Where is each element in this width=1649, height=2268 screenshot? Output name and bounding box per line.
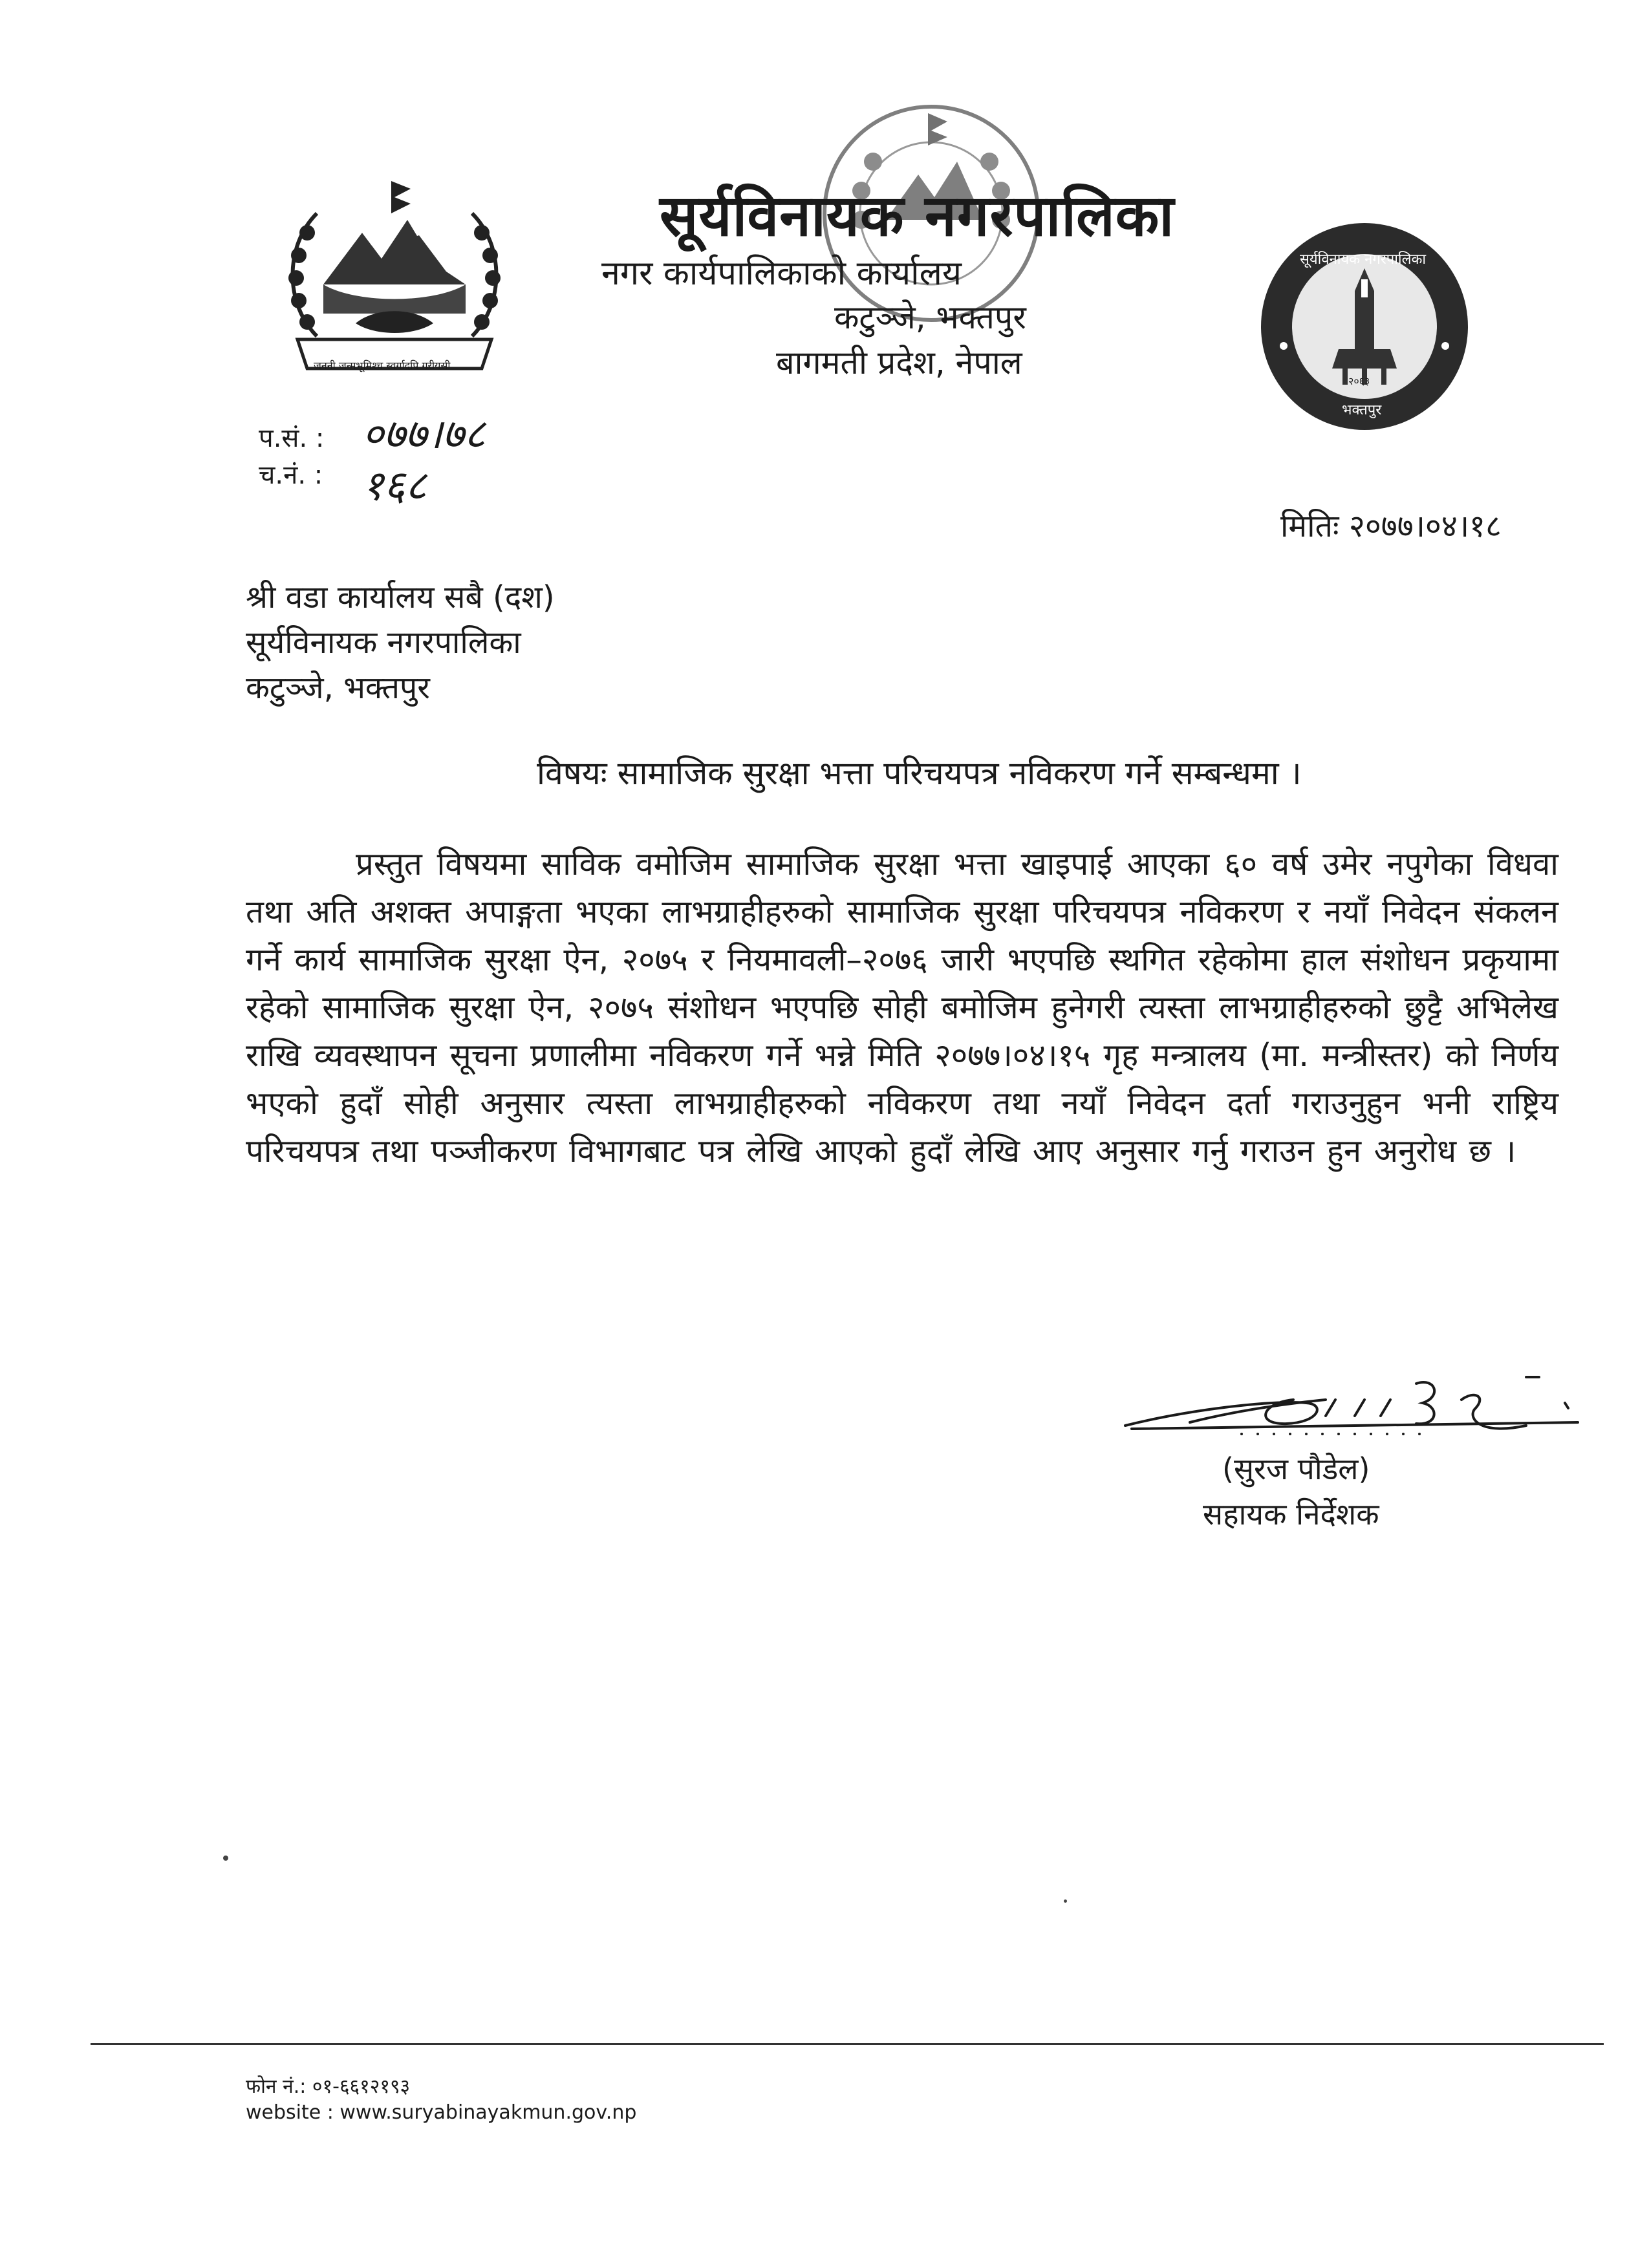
office-subtitle: नगर कार्यपालिकाको कार्यालय [601,254,962,293]
office-address-line2: बागमती प्रदेश, नेपाल [776,344,1022,381]
letter-subject: विषयः सामाजिक सुरक्षा भत्ता परिचयपत्र नविकरण गर्ने सम्बन्धमा । [537,754,1302,792]
office-name: सूर्यविनायक नगरपालिका [660,182,1175,249]
reference-ps-label: प.सं. : [259,423,325,453]
footer-website: website : www.suryabinayakmun.gov.np [246,2101,637,2124]
emblem-banner-text: जननी जन्मभूमिश्च स्वर्गादपि गरीयसी [314,359,451,372]
footer-phone: फोन नं.: ०१-६६१२१९३ [246,2075,411,2098]
reference-ps-value: ०७७।७८ [362,411,486,458]
footer-divider [91,2043,1604,2045]
nepal-emblem-icon [278,175,511,388]
reference-cn-label: च.नं. : [259,460,323,490]
seal-text-bottom: भक्तपुर [1342,402,1382,418]
letter-date: मितिः २०७७।०४।१८ [1280,508,1502,544]
scan-speck [223,1856,228,1861]
reference-cn-value: १६८ [362,462,427,510]
seal-text-top: सूर्यविनायक नगरपालिका [1300,251,1427,268]
signer-title: सहायक निर्देशक [1203,1497,1379,1532]
handwritten-signature-icon [1112,1364,1591,1455]
recipient-line3: कटुञ्जे, भक्तपुर [246,670,430,706]
signer-name: (सुरज पौडेल) [1222,1451,1370,1486]
recipient-line1: श्री वडा कार्यालय सबै (दश) [246,579,555,615]
recipient-line2: सूर्यविनायक नगरपालिका [246,625,521,661]
letter-body: प्रस्तुत विषयमा साविक वमोजिम सामाजिक सुरक्षा भत्ता खाइपाई आएका ६० वर्ष उमेर नपुगेका विधवा तथा अति अशक्त अपाङ्गता भएका लाभग्राहीहरुको सामाजिक सुरक्षा परिचयपत्र नविकरण र नयाँ निवेदन संकलन गर्ने कार्य सामाजिक सुरक्षा ऐन, २०७५ र नियमावली–२०७६ जारी भएपछि स्थगित रहेकोमा हाल संशोधन प्रकृयामा रहेको सामाजिक सुरक्षा ऐन, २०७५ संशोधन भएपछि सोही बमोजिम हुनेगरी त्यस्ता लाभग्राहीहरुको छुट्टै अभिलेख राखि व्यवस्थापन सूचना प्रणालीमा नविकरण गर्ने भन्ने मिति २०७७।०४।१५ गृह मन्त्रालय (मा. मन्त्रीस्तर) को निर्णय भएको हुदाँ सोही अनुसार त्यस्ता लाभग्राहीहरुको नविकरण तथा नयाँ निवेदन दर्ता गराउनुहुन भनी राष्ट्रिय परिचयपत्र तथा पञ्जीकरण विभागबाट पत्र लेखि आएको हुदाँ लेखि आए अनुसार गर्नु गराउन हुन अनुरोध छ । [246,846,1558,1170]
seal-year: २०६३ [1348,375,1370,387]
office-address-line1: कटुञ्जे, भक्तपुर [834,299,1026,336]
scan-speck [1064,1899,1067,1903]
